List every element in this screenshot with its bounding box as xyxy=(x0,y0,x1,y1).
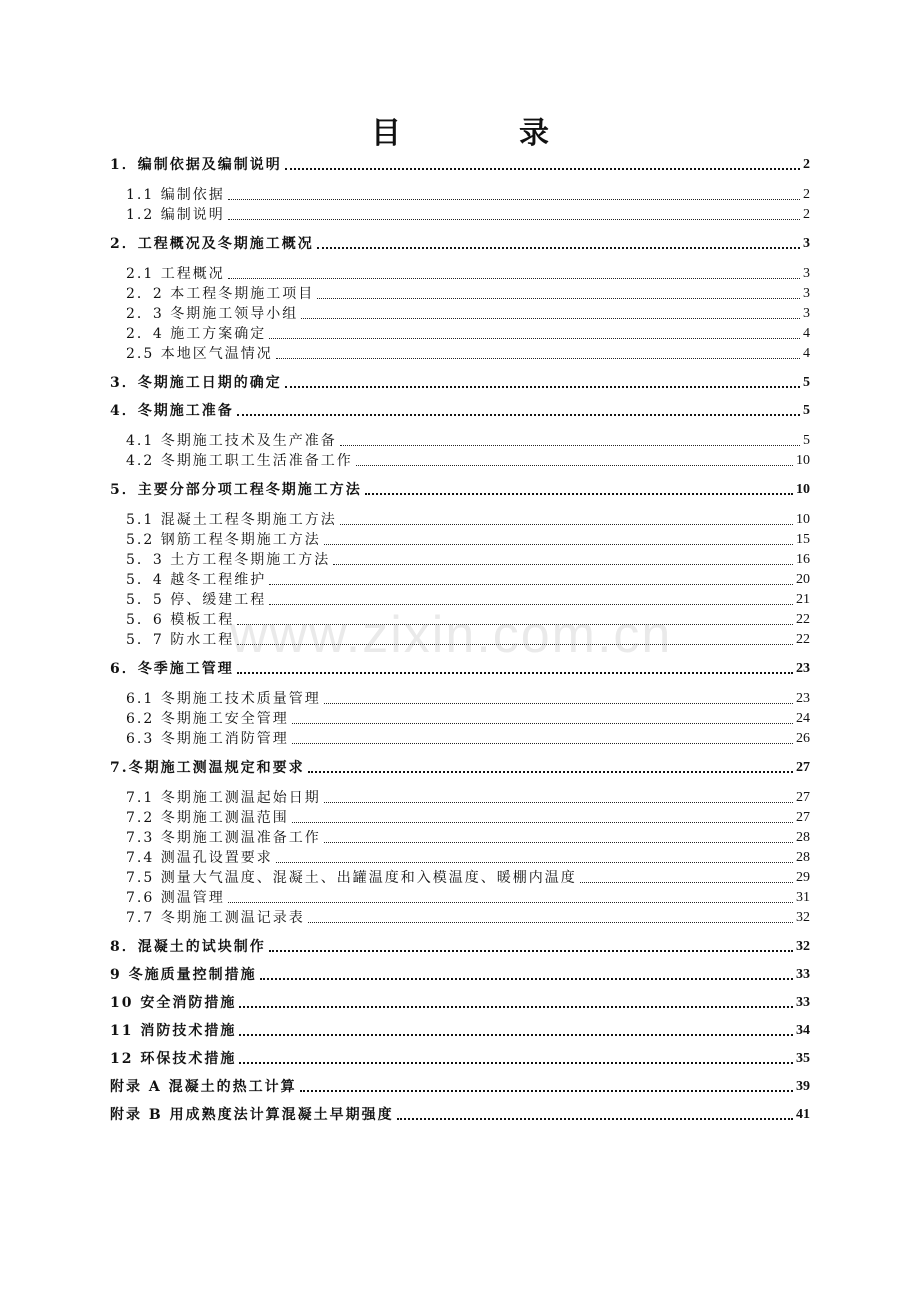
toc-entry[interactable] xyxy=(110,400,810,420)
toc-entry-label: 7.5 测量大气温度、混凝土、出罐温度和入模温度、暖棚内温度 xyxy=(126,870,577,886)
toc-entry-label: 2.5 本地区气温情况 xyxy=(126,346,273,362)
toc-entry-label: 6.1 冬期施工技术质量管理 xyxy=(126,691,321,707)
toc-entry[interactable] xyxy=(110,1020,810,1040)
toc-leader-dots xyxy=(324,801,793,803)
toc-entry-page-number: 2 xyxy=(803,207,810,222)
toc-entry-page-number: 2 xyxy=(803,187,810,202)
toc-entry-page-number: 10 xyxy=(796,482,810,497)
toc-entry[interactable] xyxy=(110,450,810,470)
toc-entry-label: 7.冬期施工测温规定和要求 xyxy=(110,760,305,776)
toc-entry-label: 5.1 混凝土工程冬期施工方法 xyxy=(126,512,337,528)
toc-leader-dots xyxy=(239,1061,793,1064)
toc-leader-dots xyxy=(237,671,793,674)
toc-entry[interactable] xyxy=(110,787,810,807)
toc-entry[interactable] xyxy=(110,479,810,499)
toc-leader-dots xyxy=(285,385,800,388)
toc-entry[interactable] xyxy=(110,589,810,609)
toc-entry-label: 6．冬季施工管理 xyxy=(110,661,234,677)
toc-entry-page-number: 32 xyxy=(796,939,810,954)
toc-entry[interactable] xyxy=(110,263,810,283)
toc-entry[interactable] xyxy=(110,847,810,867)
toc-entry-page-number: 33 xyxy=(796,995,810,1010)
toc-entry[interactable] xyxy=(110,343,810,363)
toc-entry-label: 5．5 停、缓建工程 xyxy=(126,592,267,608)
toc-entry[interactable] xyxy=(110,233,810,253)
toc-entry-label: 5．6 模板工程 xyxy=(126,612,235,628)
toc-entry[interactable] xyxy=(110,658,810,678)
toc-entry-label: 附录 A 混凝土的热工计算 xyxy=(110,1079,297,1095)
toc-leader-dots xyxy=(580,881,793,883)
toc-entry[interactable] xyxy=(110,757,810,777)
watermark: www.zixin.com.cn xyxy=(230,606,673,664)
toc-entry-page-number: 2 xyxy=(803,157,810,172)
toc-leader-dots xyxy=(228,277,800,279)
toc-entry-label: 7.3 冬期施工测温准备工作 xyxy=(126,830,321,846)
toc-entry-label: 2．4 施工方案确定 xyxy=(126,326,267,342)
toc-entry-page-number: 24 xyxy=(796,711,810,726)
toc-entry-label: 4.2 冬期施工职工生活准备工作 xyxy=(126,453,353,469)
toc-entry-page-number: 33 xyxy=(796,967,810,982)
toc-leader-dots xyxy=(324,841,793,843)
toc-entry[interactable] xyxy=(110,204,810,224)
toc-entry-page-number: 23 xyxy=(796,691,810,706)
toc-entry-label: 10 安全消防措施 xyxy=(110,995,237,1011)
toc-entry[interactable] xyxy=(110,992,810,1012)
toc-entry-page-number: 10 xyxy=(796,512,810,527)
toc-leader-dots xyxy=(276,357,800,359)
toc-entry-label: 5．3 土方工程冬期施工方法 xyxy=(126,552,331,568)
toc-entry-page-number: 5 xyxy=(803,375,810,390)
toc-leader-dots xyxy=(228,218,800,220)
toc-entry-page-number: 39 xyxy=(796,1079,810,1094)
toc-entry-label: 9 冬施质量控制措施 xyxy=(110,967,257,983)
toc-entry-page-number: 3 xyxy=(803,266,810,281)
toc-entry-page-number: 28 xyxy=(796,830,810,845)
toc-entry-label: 2.1 工程概况 xyxy=(126,266,225,282)
toc-entry-label: 5．4 越冬工程维护 xyxy=(126,572,267,588)
toc-entry-label: 6.2 冬期施工安全管理 xyxy=(126,711,289,727)
toc-leader-dots xyxy=(237,643,793,645)
toc-leader-dots xyxy=(237,413,800,416)
toc-entry[interactable] xyxy=(110,609,810,629)
toc-entry-label: 2．2 本工程冬期施工项目 xyxy=(126,286,315,302)
toc-entry[interactable] xyxy=(110,303,810,323)
toc-entry[interactable] xyxy=(110,1104,810,1124)
toc-leader-dots xyxy=(397,1117,793,1120)
toc-entry[interactable] xyxy=(110,549,810,569)
toc-entry-label: 1.2 编制说明 xyxy=(126,207,225,223)
toc-entry-label: 7.7 冬期施工测温记录表 xyxy=(126,910,305,926)
toc-entry[interactable] xyxy=(110,936,810,956)
toc-entry[interactable] xyxy=(110,867,810,887)
toc-leader-dots xyxy=(269,603,793,605)
toc-entry-page-number: 27 xyxy=(796,760,810,775)
toc-entry-page-number: 5 xyxy=(803,433,810,448)
toc-entry-page-number: 3 xyxy=(803,306,810,321)
toc-leader-dots xyxy=(324,702,793,704)
toc-leader-dots xyxy=(239,1005,793,1008)
toc-entry-label: 7.4 测温孔设置要求 xyxy=(126,850,273,866)
toc-leader-dots xyxy=(237,623,793,625)
toc-entry[interactable] xyxy=(110,430,810,450)
toc-entry-page-number: 5 xyxy=(803,403,810,418)
toc-entry-label: 5．主要分部分项工程冬期施工方法 xyxy=(110,482,362,498)
toc-leader-dots xyxy=(228,198,800,200)
toc-leader-dots xyxy=(269,583,793,585)
toc-entry-page-number: 28 xyxy=(796,850,810,865)
toc-entry-page-number: 34 xyxy=(796,1023,810,1038)
toc-entry-label: 2．3 冬期施工领导小组 xyxy=(126,306,299,322)
toc-leader-dots xyxy=(324,543,793,545)
toc-leader-dots xyxy=(301,317,800,319)
toc-entry-page-number: 31 xyxy=(796,890,810,905)
toc-entry-page-number: 27 xyxy=(796,810,810,825)
toc-entry-label: 7.6 测温管理 xyxy=(126,890,225,906)
toc-entry-page-number: 29 xyxy=(796,870,810,885)
toc-entry-page-number: 3 xyxy=(803,286,810,301)
toc-entry-label: 3．冬期施工日期的确定 xyxy=(110,375,282,391)
toc-entry-label: 6.3 冬期施工消防管理 xyxy=(126,731,289,747)
toc-entry-label: 4．冬期施工准备 xyxy=(110,403,234,419)
toc-leader-dots xyxy=(308,921,793,923)
toc-entry-label: 5．7 防水工程 xyxy=(126,632,235,648)
toc-leader-dots xyxy=(292,821,793,823)
toc-entry[interactable] xyxy=(110,184,810,204)
toc-entry-label: 5.2 钢筋工程冬期施工方法 xyxy=(126,532,321,548)
toc-entry[interactable] xyxy=(110,964,810,984)
toc-leader-dots xyxy=(269,949,793,952)
toc-entry[interactable] xyxy=(110,827,810,847)
toc-entry-label: 7.1 冬期施工测温起始日期 xyxy=(126,790,321,806)
toc-entry-page-number: 22 xyxy=(796,632,810,647)
toc-entry-label: 1．编制依据及编制说明 xyxy=(110,157,282,173)
toc-leader-dots xyxy=(317,246,800,249)
toc-entry-label: 8．混凝土的试块制作 xyxy=(110,939,266,955)
toc-leader-dots xyxy=(340,523,793,525)
toc-entry[interactable] xyxy=(110,708,810,728)
toc-entry[interactable] xyxy=(110,372,810,392)
toc-entry-page-number: 16 xyxy=(796,552,810,567)
toc-entry[interactable] xyxy=(110,688,810,708)
toc-entry[interactable] xyxy=(110,1048,810,1068)
toc-entry[interactable] xyxy=(110,283,810,303)
toc-entry[interactable] xyxy=(110,887,810,907)
toc-entry-label: 12 环保技术措施 xyxy=(110,1051,237,1067)
toc-entry[interactable] xyxy=(110,154,810,174)
toc-entry-page-number: 4 xyxy=(803,326,810,341)
toc-leader-dots xyxy=(340,444,800,446)
toc-leader-dots xyxy=(333,563,793,565)
page-title: 目 录 xyxy=(371,116,593,151)
toc-entry[interactable] xyxy=(110,569,810,589)
toc-entry[interactable] xyxy=(110,323,810,343)
toc-leader-dots xyxy=(269,337,800,339)
toc-leader-dots xyxy=(239,1033,793,1036)
toc-leader-dots xyxy=(308,770,793,773)
toc-entry-label: 11 消防技术措施 xyxy=(110,1023,237,1039)
toc-entry[interactable] xyxy=(110,529,810,549)
toc-leader-dots xyxy=(260,977,793,980)
toc-leader-dots xyxy=(300,1089,793,1092)
toc-entry[interactable] xyxy=(110,629,810,649)
toc-entry-label: 4.1 冬期施工技术及生产准备 xyxy=(126,433,337,449)
toc-leader-dots xyxy=(292,722,793,724)
toc-entry-label: 1.1 编制依据 xyxy=(126,187,225,203)
toc-entry[interactable] xyxy=(110,728,810,748)
toc-leader-dots xyxy=(292,742,793,744)
toc-entry[interactable] xyxy=(110,907,810,927)
toc-entry-page-number: 15 xyxy=(796,532,810,547)
toc-leader-dots xyxy=(276,861,793,863)
toc-leader-dots xyxy=(285,167,800,170)
toc-entry-page-number: 22 xyxy=(796,612,810,627)
toc-entry-label: 7.2 冬期施工测温范围 xyxy=(126,810,289,826)
toc-leader-dots xyxy=(356,464,793,466)
toc-entry-page-number: 20 xyxy=(796,572,810,587)
toc-leader-dots xyxy=(365,492,793,495)
toc-entry-page-number: 35 xyxy=(796,1051,810,1066)
toc-entry-page-number: 23 xyxy=(796,661,810,676)
toc-entry-label: 2．工程概况及冬期施工概况 xyxy=(110,236,314,252)
toc-entry-page-number: 21 xyxy=(796,592,810,607)
toc-entry[interactable] xyxy=(110,509,810,529)
toc-entry-label: 附录 B 用成熟度法计算混凝土早期强度 xyxy=(110,1107,394,1123)
toc-entry-page-number: 27 xyxy=(796,790,810,805)
toc-entry-page-number: 3 xyxy=(803,236,810,251)
toc-leader-dots xyxy=(228,901,793,903)
toc-entry-page-number: 41 xyxy=(796,1107,810,1122)
toc-entry[interactable] xyxy=(110,1076,810,1096)
toc-entry-page-number: 26 xyxy=(796,731,810,746)
toc-entry-page-number: 4 xyxy=(803,346,810,361)
toc-entry-page-number: 32 xyxy=(796,910,810,925)
toc-leader-dots xyxy=(317,297,800,299)
toc-entry[interactable] xyxy=(110,807,810,827)
toc-entry-page-number: 10 xyxy=(796,453,810,468)
